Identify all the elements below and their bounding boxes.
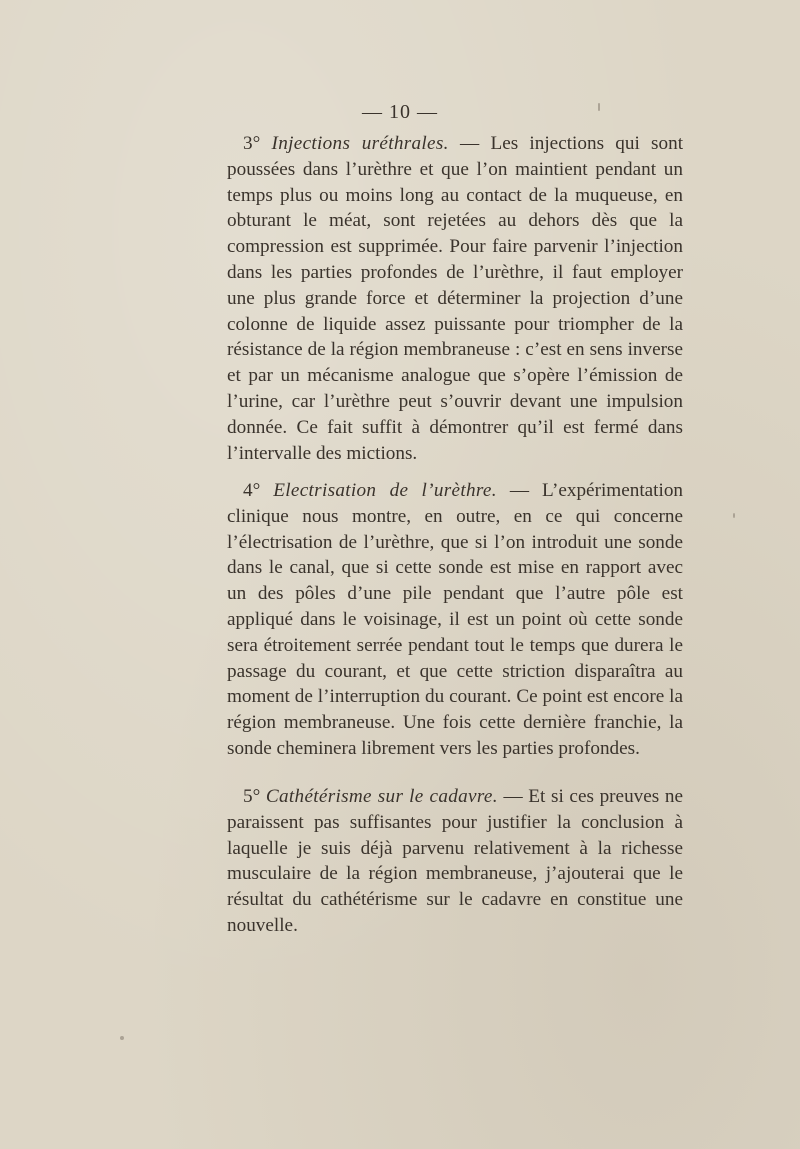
paper-speck bbox=[598, 103, 600, 111]
paper-speck bbox=[120, 1036, 124, 1040]
paragraph-heading: Injections uréthrales. bbox=[271, 133, 449, 154]
paragraph-number: 5° bbox=[243, 786, 261, 807]
paragraph-body: Les injections qui sont poussées dans l’urèthre et que l’on maintient pendant un temps plus ou moins long au contact de la muqueuse, en obturant le méat, sont rejetées au dehors dès que la compression est supprimée. Pour faire parvenir l’injection dans les parties profondes de l’urèthre, il faut employer une plus grande force et déterminer la projection d’une colonne de liquide assez puissante pour triompher de la résistance de la région membraneuse : c’est en sens inverse et par un mécanisme analogue que s’opère l’émission de l’urine, car l’urèthre peut s’ouvrir devant une impulsion donnée. Ce fait suffit à démontrer qu’il est fermé dans l’intervalle des mictions. bbox=[227, 133, 684, 464]
paragraph-injections bbox=[227, 131, 683, 466]
heading-dash: — bbox=[503, 786, 523, 807]
paragraph-catheterisme bbox=[227, 784, 683, 939]
paragraph-body: Et si ces preuves ne paraissent pas suffisantes pour justifier la conclusion à laquelle je suis déjà parvenu relativement à la richesse musculaire de la région membraneuse, j’ajouterai que le résultat du cathétérisme sur le cadavre en constitue une nouvelle. bbox=[227, 786, 683, 936]
heading-dash: — bbox=[460, 133, 480, 154]
heading-dash: — bbox=[509, 480, 530, 501]
paragraph-heading: Cathétérisme sur le cadavre. bbox=[265, 786, 498, 807]
paper-speck bbox=[733, 513, 735, 518]
page-number: — 10 — bbox=[362, 101, 438, 123]
paragraph-heading: Electrisation de l’urèthre. bbox=[273, 480, 497, 501]
paragraph-electrisation bbox=[227, 478, 683, 762]
paragraph-body: L’expérimentation clinique nous montre, en outre, en ce qui concerne l’électrisation de l’urèthre, que si l’on introduit une sonde dans le canal, que si cette sonde est mise en rapport avec un des pôles d’une pile pendant que l’autre pôle est appliqué dans le voisinage, il est un point où cette sonde sera étroitement serrée pendant tout le temps que durera le passage du courant, et que cette striction disparaîtra au moment de l’interruption du courant. Ce point est encore la région membraneuse. Une fois cette dernière franchie, la sonde cheminera librement vers les parties profondes. bbox=[227, 480, 684, 759]
paragraph-number: 4° bbox=[243, 480, 261, 501]
paragraph-number: 3° bbox=[243, 133, 261, 154]
